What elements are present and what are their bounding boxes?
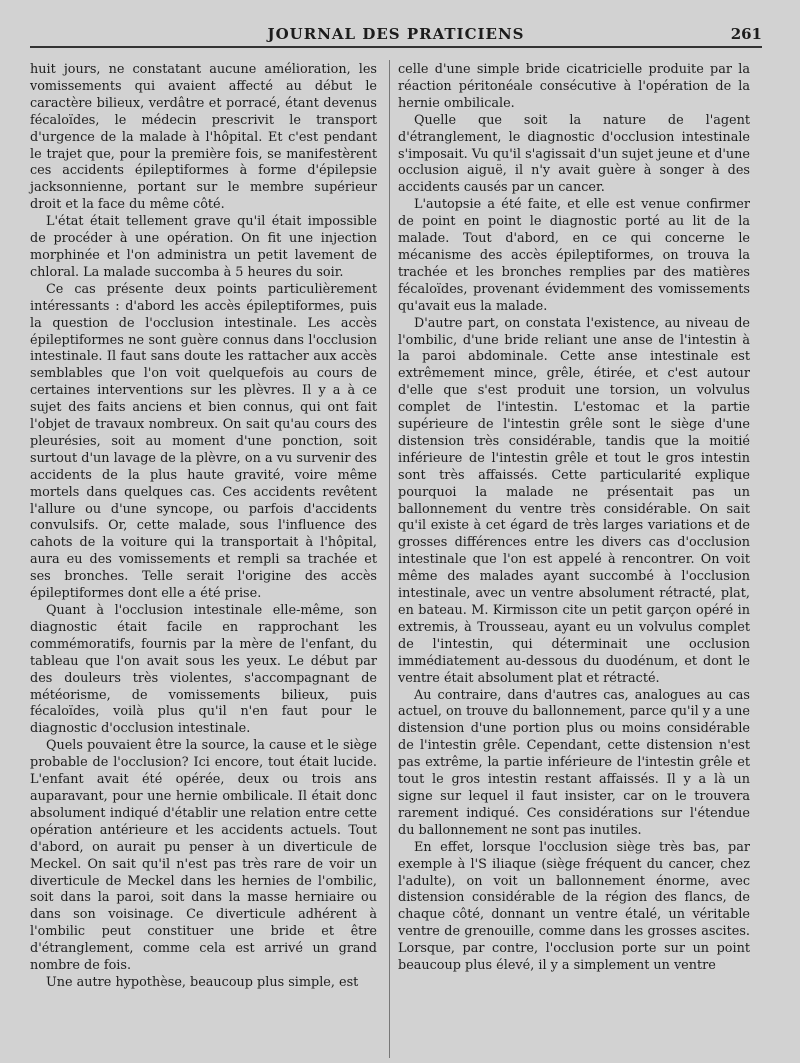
- paragraph: huit jours, ne constatant aucune amélioration, les vomissements qui avaient affecté au début le caractère bilieux, verdâtre et porracé, étant devenus fécaloïdes, le médecin prescrivit le transport d'urgence de la malade à l'hôpital. Et c'est pendant le trajet que, pour la première fois, se manifestèrent ces accidents épileptiformes à forme d'épilepsie jacksonnienne, portant sur le membre supérieur droit et la face du même côté.: [30, 62, 377, 213]
- paragraph: L'autopsie a été faite, et elle est venue confirmer de point en point le diagnostic porté au lit de la malade. Tout d'abord, en ce qui concerne le mécanisme des accès épileptiformes, on trouva la trachée et les bronches remplies par des matières fécaloïdes, provenant évidemment des vomissements qu'avait eus la malade.: [398, 197, 750, 314]
- paragraph: Au contraire, dans d'autres cas, analogues au cas actuel, on trouve du ballonnement, parce qu'il y a une distension d'une portion plus ou moins considérable de l'intestin grêle. Cependant, cette distension n'est pas extrême, la partie inférieure de l'intestin grêle et tout le gros intestin restant affaissés. Il y a là un signe sur lequel il faut insister, car on le trouvera rarement indiqué. Ces considérations sur l'étendue du ballonnement ne sont pas inutiles.: [398, 687, 750, 838]
- paragraph: D'autre part, on constata l'existence, au niveau de l'ombilic, d'une bride reliant une anse de l'intestin à la paroi abdominale. Cette anse intestinale est extrêmement mince, grêle, étirée, et c'est autour d'elle que s'est produit une torsion, un volvulus complet de l'intestin. L'estomac et la partie supérieure de l'intestin grêle sont le siège d'une distension très considérable, tandis que la moitié inférieure de l'intestin grêle et tout le gros intestin sont très affaissés. Cette particularité explique pourquoi la malade ne présentait pas un ballonnement du ventre très considérable. On sait qu'il existe à cet égard de très larges variations et de grosses différences entre les divers cas d'occlusion intestinale que l'on est appelé à rencontrer. On voit même des malades ayant succombé à l'occlusion intestinale, avec un ventre absolument rétracté, plat, en bateau. M. Kirmisson cite un petit garçon opéré in extremis, à Trousseau, ayant eu un volvulus complet de l'intestin, qui déterminait une occlusion immédiatement au-dessous du duodénum, et dont le ventre était absolument plat et rétracté.: [398, 315, 750, 686]
- paragraph: Quant à l'occlusion intestinale elle-même, son diagnostic était facile en rapprochant les commémoratifs, fournis par la mère de l'enfant, du tableau que l'on avait sous les yeux. Le début par des douleurs très violentes, s'accompagnant de météorisme, de vomissements bilieux, puis fécaloïdes, voilà plus qu'il n'en faut pour le diagnostic d'occlusion intestinale.: [30, 603, 377, 737]
- running-header: [30, 22, 762, 48]
- paragraph: Une autre hypothèse, beaucoup plus simple, est: [46, 974, 359, 990]
- left-column: [30, 62, 377, 992]
- paragraph: L'état était tellement grave qu'il était impossible de procéder à une opération. On fit une injection morphinée et l'on administra un petit lavement de chloral. La malade succomba à 5 heures du soir.: [30, 214, 377, 280]
- paragraph: En effet, lorsque l'occlusion siège très bas, par exemple à l'S iliaque (siège fréquent du cancer, chez l'adulte), on voit un ballonnement énorme, avec distension considérable de la région des flancs, de chaque côté, donnant un ventre étalé, un véritable ventre de grenouille, comme dans les grosses ascites. Lorsque, par contre, l'occlusion porte sur un point beaucoup plus élevé, il y a simplement un ventre: [398, 839, 750, 974]
- page-number: 261: [730, 25, 762, 43]
- journal-title: JOURNAL DES PRATICIENS: [267, 25, 525, 43]
- paragraph: celle d'une simple bride cicatricielle produite par la réaction péritonéale consécutive à l'opération de la hernie ombilicale.: [398, 62, 750, 111]
- paragraph: Quels pouvaient être la source, la cause et le siège probable de l'occlusion? Ici encore, tout était lucide. L'enfant avait été opérée, deux ou trois ans auparavant, pour une hernie ombilicale. Il était donc absolument indiqué d'établir une relation entre cette opération antérieure et les accidents actuels. Tout d'abord, on aurait pu penser à un diverticule de Meckel. On sait qu'il n'est pas très rare de voir un diverticule de Meckel dans les hernies de l'ombilic, soit dans la paroi, soit dans la masse herniaire ou dans son voisinage. Ce diverticule adhérent à l'ombilic peut constituer une bride et être d'étranglement, comme cela est arrivé un grand nombre de fois.: [30, 738, 377, 974]
- column-divider: [389, 60, 390, 1058]
- paragraph: Ce cas présente deux points particulièrement intéressants : d'abord les accès épileptiformes, puis la question de l'occlusion intestinale. Les accès épileptiformes ne sont guère connus dans l'occlusion intestinale. Il faut sans doute les rattacher aux accès semblables que l'on voit quelquefois au cours de certaines interventions sur les plèvres. Il y a à ce sujet des faits anciens et bien connus, qui ont fait l'objet de travaux nombreux. On sait qu'au cours des pleurésies, soit au moment d'une ponction, soit surtout d'un lavage de la plèvre, on a vu survenir des accidents de la plus haute gravité, voire même mortels dans quelques cas. Ces accidents revêtent l'allure ou d'une syncope, ou parfois d'accidents convulsifs. Or, cette malade, sous l'influence des cahots de la voiture qui la transportait à l'hôpital, aura eu des vomissements et rempli sa trachée et ses bronches. Telle serait l'origine des accès épileptiformes dont elle a été prise.: [30, 281, 377, 602]
- paragraph: Quelle que soit la nature de l'agent d'étranglement, le diagnostic d'occlusion intestinale s'imposait. Vu qu'il s'agissait d'un sujet jeune et d'une occlusion aiguë, il n'y avait guère à songer à des accidents causés par un cancer.: [398, 112, 750, 196]
- right-column: [398, 62, 750, 975]
